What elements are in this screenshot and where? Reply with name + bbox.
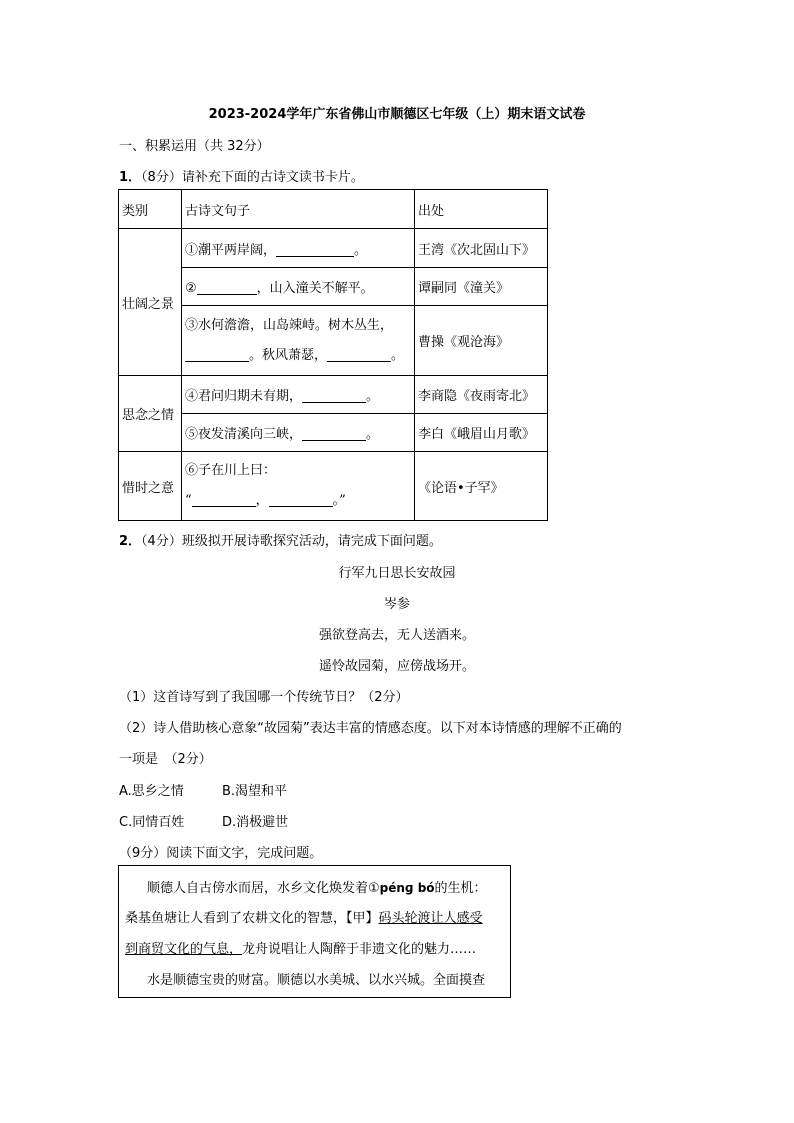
sentence-text: 。” [332, 493, 346, 508]
sentence-text: ， [255, 493, 269, 508]
header-category: 类别 [119, 190, 182, 229]
table-row [119, 376, 548, 414]
exam-title: 2023-2024学年广东省佛山市顺德区七年级（上）期末语文试卷 [208, 107, 586, 122]
fill-blank[interactable] [302, 388, 366, 403]
passage-line [125, 938, 476, 957]
underlined-text: 码头轮渡让人感受 [378, 911, 483, 926]
category-cell: 思念之情 [119, 376, 182, 452]
table-row [119, 268, 548, 306]
sentence-text: 。 [366, 427, 380, 442]
sub-question-2: （2）诗人借助核心意象“故园菊”表达丰富的情感态度。以下对本诗情感的理解不正确的 [119, 721, 622, 736]
question-1 [119, 166, 364, 185]
passage-text: 龙舟说唱让人陶醉于非遗文化的魅力…… [242, 942, 477, 957]
category-cell: 壮阔之景 [119, 229, 182, 376]
fill-blank[interactable] [302, 426, 366, 441]
question-2 [119, 530, 442, 549]
poem-line: 遥怜故园菊，应傍战场开。 [318, 659, 475, 674]
header-source: 出处 [415, 190, 548, 229]
source-cell: 李商隐《夜雨寄北》 [415, 376, 548, 414]
passage-text: 桑基鱼塘让人看到了农耕文化的智慧，【甲】 [125, 911, 379, 926]
sentence-cell [182, 414, 415, 452]
passage-line: 水是顺德宝贵的财富。顺德以水美城、以水兴城。全面摸查 [147, 973, 486, 988]
option-d[interactable]: D.消极避世 [222, 815, 289, 830]
underlined-text: 到商贸文化的气息， [125, 942, 243, 957]
sentence-text: 。 [366, 389, 380, 404]
poem-title: 行军九日思长安故园 [338, 566, 456, 581]
option-b[interactable]: B.渴望和平 [222, 784, 288, 799]
table-row [119, 229, 548, 268]
fill-blank[interactable] [269, 492, 333, 507]
question-3: （9分）阅读下面文字，完成问题。 [119, 846, 323, 861]
reading-passage-box [118, 865, 511, 998]
sentence-text: ④君问归期未有期， [185, 389, 303, 404]
source-cell: 王湾《次北固山下》 [415, 229, 548, 268]
sentence-text: ③水何澹澹，山岛竦峙。树木丛生， [185, 317, 394, 333]
header-sentence: 古诗文句子 [182, 190, 415, 229]
sentence-text: “ [185, 493, 192, 508]
question-text: （8分）请补充下面的古诗文读书卡片。 [141, 170, 364, 185]
table-row [119, 306, 548, 376]
question-text: （4分）班级拟开展诗歌探究活动，请完成下面问题。 [141, 534, 442, 549]
option-c[interactable]: C.同情百姓 [119, 815, 185, 830]
source-cell: 《论语•子罕》 [415, 452, 548, 521]
sentence-cell [182, 229, 415, 268]
sentence-text: ，山入潼关不解平。 [256, 281, 374, 296]
passage-text: 顺德人自古傍水而居，水乡文化焕发着① [147, 881, 380, 896]
poetry-card-table [118, 189, 548, 521]
passage-line [147, 877, 487, 896]
fill-blank[interactable] [276, 242, 354, 257]
section-heading: 一、积累运用（共 32分） [119, 139, 270, 154]
sentence-text: ② [185, 281, 197, 296]
fill-blank[interactable] [185, 347, 249, 362]
table-row [119, 414, 548, 452]
pinyin-text: pénɡ bó [379, 881, 435, 895]
fill-blank[interactable] [192, 492, 256, 507]
poem-line: 强欲登高去，无人送酒来。 [318, 628, 475, 643]
source-cell: 谭嗣同《潼关》 [415, 268, 548, 306]
category-cell: 惜时之意 [119, 452, 182, 521]
table-header-row [119, 190, 548, 229]
sub-question-1: （1）这首诗写到了我国哪一个传统节日？（2分） [119, 690, 409, 705]
question-number: 2． [119, 534, 142, 549]
sentence-cell [182, 268, 415, 306]
option-a[interactable]: A.思乡之情 [119, 784, 184, 799]
sentence-cell [182, 452, 415, 521]
sub-question-2-cont: 一项是 （2分） [119, 752, 212, 767]
passage-text: 的生机： [434, 881, 487, 896]
sentence-cell [182, 376, 415, 414]
question-number: 1． [119, 170, 142, 185]
poem-author: 岑参 [383, 597, 410, 612]
passage-line [125, 907, 483, 926]
fill-blank[interactable] [197, 280, 257, 295]
table-row [119, 452, 548, 521]
sentence-text: ⑤夜发清溪向三峡， [185, 427, 303, 442]
sentence-text: 。 [391, 347, 405, 363]
sentence-cell [182, 306, 415, 376]
sentence-text: 。 [354, 242, 368, 258]
sentence-text: ①潮平两岸阔， [185, 242, 277, 258]
sentence-text: 。秋风萧瑟， [249, 347, 328, 363]
sentence-text: ⑥子在川上曰： [185, 463, 277, 478]
source-cell: 李白《峨眉山月歌》 [415, 414, 548, 452]
fill-blank[interactable] [327, 347, 391, 362]
source-cell: 曹操《观沧海》 [415, 306, 548, 376]
